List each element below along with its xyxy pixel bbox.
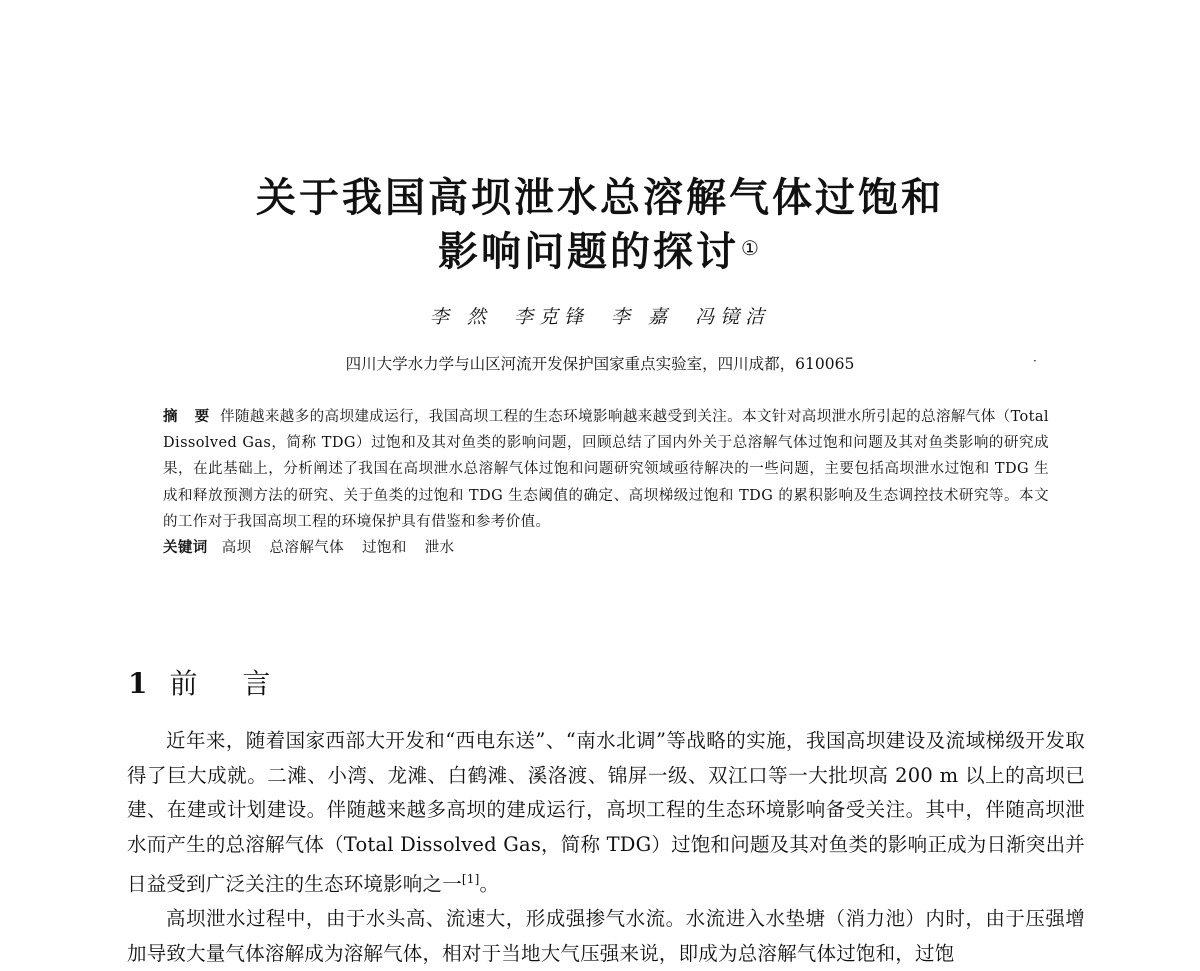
author-1: 李 然	[429, 306, 492, 328]
author-2: 李克锋	[513, 306, 589, 328]
abstract-text: 伴随越来越多的高坝建成运行，我国高坝工程的生态环境影响越来越受到关注。本文针对高坝泄水所引起的总溶解气体（Total Dissolved Gas，简称 TDG）过饱和及其对鱼类的影响问题，回顾总结了国内外关于总溶解气体过饱和问题及其对鱼类影响的研究成果，在此基础上，分析阐述了我国在高坝泄水总溶解气体过饱和问题研究领域亟待解决的一些问题，主要包括高坝泄水过饱和 TDG 生成和释放预测方法的研究、关于鱼类的过饱和 TDG 生态阈值的确定、高坝梯级过饱和 TDG 的累积影响及生态调控技术研究等。本文的工作对于我国高坝工程的环境保护具有借鉴和参考价值。	[163, 409, 1049, 530]
paragraph-1	[127, 724, 1085, 902]
section-heading	[128, 662, 288, 702]
citation-1: [1]	[461, 872, 480, 886]
paragraph-1-text: 近年来，随着国家西部大开发和“西电东送”、“南水北调”等战略的实施，我国高坝建设及流域梯级开发取得了巨大成就。二滩、小湾、龙滩、白鹤滩、溪洛渡、锦屏一级、双江口等一大批坝高 200 m 以上的高坝已建、在建或计划建设。伴随越来越多高坝的建成运行，高坝工程的生态环境影响备受关注。其中，伴随高坝泄水而产生的总溶解气体（Total Dissolved Gas，简称 TDG）过饱和问题及其对鱼类的影响正成为日渐突出并日益受到广泛关注的生态环境影响之一	[127, 729, 1085, 896]
author-4: 冯镜洁	[695, 306, 771, 328]
section-number: 1	[128, 667, 148, 700]
paper-title-line-1	[0, 174, 1200, 222]
keyword-2: 总溶解气体	[269, 540, 345, 557]
stray-dot: ·	[1033, 354, 1037, 368]
keyword-3: 过饱和	[362, 540, 407, 557]
footnote-mark: ①	[741, 236, 762, 260]
keywords-label: 关键词	[163, 539, 208, 557]
body-text	[127, 724, 1085, 971]
section-title: 前 言	[169, 667, 289, 700]
author-list	[0, 302, 1200, 329]
paragraph-1-end: 。	[479, 872, 500, 896]
keyword-1: 高坝	[221, 540, 252, 557]
paper-title-line-2	[0, 228, 1200, 276]
abstract-block	[163, 404, 1049, 561]
author-3: 李 嘉	[611, 306, 674, 328]
title-text-2: 影响问题的探讨	[438, 229, 740, 275]
paragraph-2-text: 高坝泄水过程中，由于水头高、流速大，形成强掺气水流。水流进入水垫塘（消力池）内时，由于压强增加导致大量气体溶解成为溶解气体，相对于当地大气压强来说，即成为总溶解气体过饱和，过饱	[127, 907, 1085, 965]
affiliation: 四川大学水力学与山区河流开发保护国家重点实验室，四川成都，610065	[345, 355, 855, 373]
abstract-label: 摘 要	[163, 408, 216, 425]
keyword-4: 泄水	[424, 540, 455, 557]
title-text-1: 关于我国高坝泄水总溶解气体过饱和	[256, 175, 944, 221]
paragraph-2	[127, 902, 1085, 971]
